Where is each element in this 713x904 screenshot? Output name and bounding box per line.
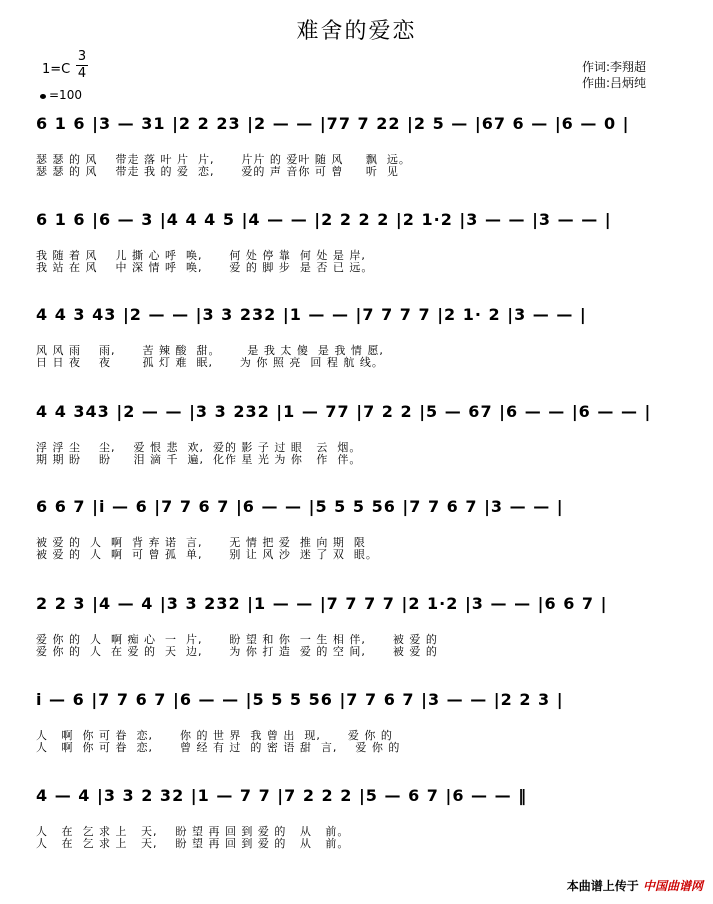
notation-line: 4 4 3 43 |2 — — |3 3 232 |1 — — |7 7 7 7 |2 1· 2 |3 — — | (36, 305, 587, 324)
composer-credit: 作曲:吕炳纯 (582, 76, 647, 90)
lyric-verse-2: 期 期 盼 盼 泪 滴 千 遍, 化作 星 光 为 你 作 伴。 (36, 453, 362, 466)
quarter-note-icon (40, 94, 46, 99)
lyric-verse-2: 爱 你 的 人 在 爱 的 天 边, 为 你 打 造 爱 的 空 间, 被 爱 的 (36, 645, 438, 658)
tempo-marking (40, 88, 82, 102)
score-system-2 (0, 210, 713, 290)
tempo-value: =100 (49, 88, 82, 102)
notation-line: 6 1 6 |6 — 3 |4 4 4 5 |4 — — |2 2 2 2 |2 1·2 |3 — — |3 — — | (36, 210, 612, 229)
lyric-verse-1: 爱 你 的 人 啊 痴 心 一 片, 盼 望 和 你 一 生 相 伴, 被 爱 的 (36, 633, 438, 646)
site-logo[interactable]: 中国曲谱网 (642, 879, 703, 893)
notation-line: 6 6 7 |i — 6 |7 7 6 7 |6 — — |5 5 5 56 |7 7 6 7 |3 — — | (36, 497, 564, 516)
lyric-verse-1: 瑟 瑟 的 风 带走 落 叶 片 片, 片片 的 爱叶 随 风 飘 远。 (36, 153, 411, 166)
lyricist-credit: 作词:李翔超 (582, 60, 647, 74)
lyric-verse-1: 被 爱 的 人 啊 背 弃 诺 言, 无 情 把 爱 推 向 期 限 (36, 536, 366, 549)
score-system-4 (0, 402, 713, 482)
page-title: 难舍的爱恋 (296, 19, 417, 44)
score-system-5 (0, 497, 713, 577)
source-footer (567, 877, 703, 894)
lyric-verse-2: 瑟 瑟 的 风 带走 我 的 爱 恋, 爱的 声 音你 可 曾 听 见 (36, 165, 399, 178)
score-system-1 (0, 114, 713, 194)
lyric-verse-1: 浮 浮 尘 尘, 爱 恨 悲 欢, 爱的 影 子 过 眼 云 烟。 (36, 441, 362, 454)
score-system-8 (0, 786, 713, 866)
lyric-verse-1: 我 随 着 风 儿 撕 心 呼 唤, 何 处 停 靠 何 处 是 岸, (36, 249, 366, 262)
footer-text: 本曲谱上传于 (566, 879, 639, 893)
lyric-verse-1: 人 在 乞 求 上 天, 盼 望 再 回 到 爱 的 从 前。 (36, 825, 350, 838)
lyric-verse-1: 人 啊 你 可 眷 恋, 你 的 世 界 我 曾 出 现, 爱 你 的 (36, 729, 393, 742)
time-sig-numerator: 3 (77, 49, 87, 64)
notation-line: 4 — 4 |3 3 2 32 |1 — 7 7 |7 2 2 2 |5 — 6 7 |6 — — ‖ (36, 786, 528, 805)
lyric-verse-1: 风 风 雨 雨, 苦 辣 酸 甜。 是 我 太 傻 是 我 情 愿, (36, 344, 384, 357)
score-system-7 (0, 690, 713, 770)
lyric-verse-2: 我 站 在 风 中 深 情 呼 唤, 爱 的 脚 步 是 否 已 远。 (36, 261, 374, 274)
time-signature (76, 50, 88, 81)
notation-line: i — 6 |7 7 6 7 |6 — — |5 5 5 56 |7 7 6 7 |3 — — |2 2 3 | (36, 690, 564, 709)
notation-line: 6 1 6 |3 — 31 |2 2 23 |2 — — |77 7 22 |2 5 — |67 6 — |6 — 0 | (36, 114, 630, 133)
time-sig-denominator: 4 (77, 66, 87, 81)
lyric-verse-2: 日 日 夜 夜 孤 灯 难 眠, 为 你 照 亮 回 程 航 线。 (36, 356, 384, 369)
score-system-6 (0, 594, 713, 674)
lyric-verse-2: 人 啊 你 可 眷 恋, 曾 经 有 过 的 密 语 甜 言, 爱 你 的 (36, 741, 401, 754)
lyric-verse-2: 人 在 乞 求 上 天, 盼 望 再 回 到 爱 的 从 前。 (36, 837, 350, 850)
notation-line: 4 4 343 |2 — — |3 3 232 |1 — 77 |7 2 2 |5 — 67 |6 — — |6 — — | (36, 402, 652, 421)
notation-line: 2 2 3 |4 — 4 |3 3 232 |1 — — |7 7 7 7 |2 1·2 |3 — — |6 6 7 | (36, 594, 608, 613)
key-signature: 1=C (42, 62, 71, 77)
score-system-3 (0, 305, 713, 385)
lyric-verse-2: 被 爱 的 人 啊 可 曾 孤 单, 别 让 风 沙 迷 了 双 眼。 (36, 548, 378, 561)
